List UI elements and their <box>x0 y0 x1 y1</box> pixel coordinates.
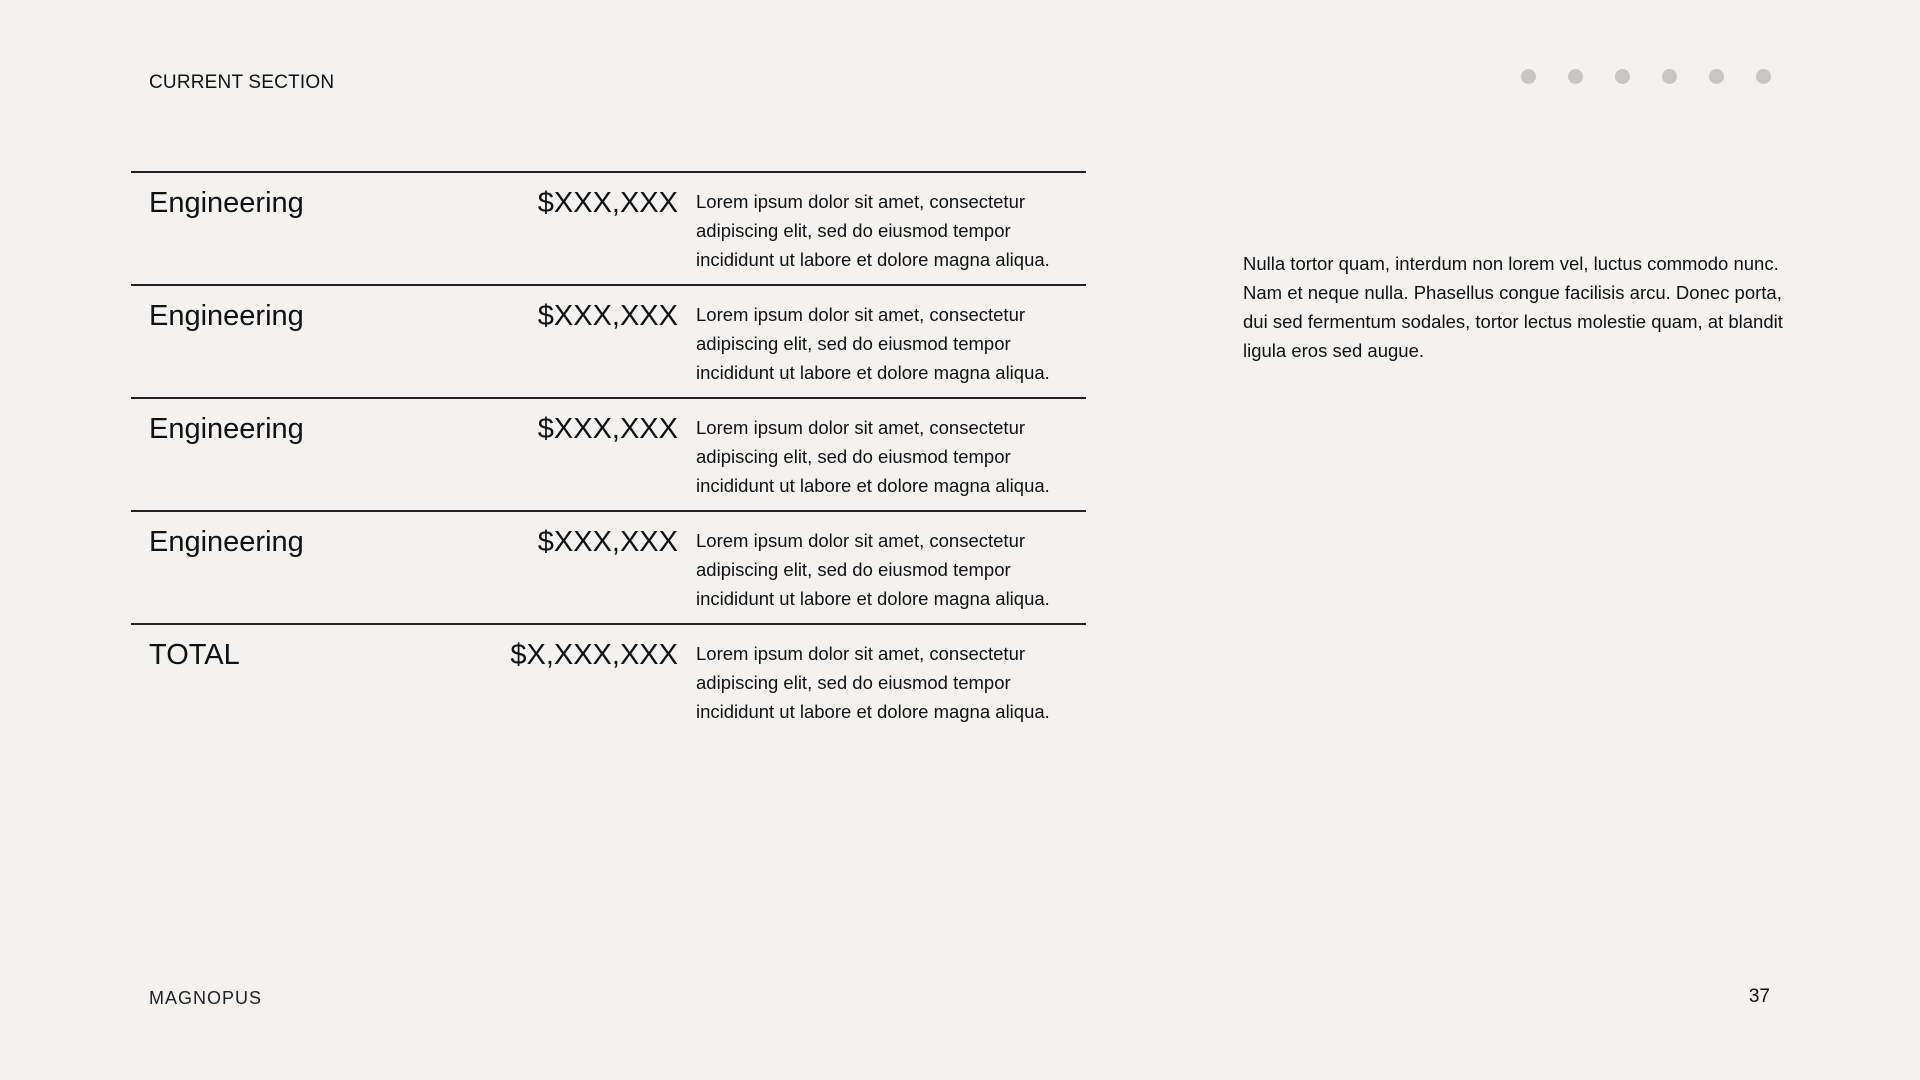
row-amount: $XXX,XXX <box>537 526 678 558</box>
total-amount: $X,XXX,XXX <box>510 639 678 671</box>
progress-dot[interactable] <box>1568 69 1583 84</box>
row-name: Engineering <box>149 526 304 558</box>
table-row-total <box>131 623 1086 745</box>
progress-dot[interactable] <box>1662 69 1677 84</box>
row-description: Lorem ipsum dolor sit amet, consectetur adipiscing elit, sed do eiusmod tempor incididunt ut labore et dolore magna aliqua. <box>696 304 1050 383</box>
row-description: Lorem ipsum dolor sit amet, consectetur adipiscing elit, sed do eiusmod tempor incididunt ut labore et dolore magna aliqua. <box>696 530 1050 609</box>
row-name: Engineering <box>149 413 304 445</box>
table-row <box>131 284 1086 397</box>
row-description: Lorem ipsum dolor sit amet, consectetur adipiscing elit, sed do eiusmod tempor incididunt ut labore et dolore magna aliqua. <box>696 643 1050 722</box>
budget-table <box>131 171 1086 745</box>
progress-dot[interactable] <box>1615 69 1630 84</box>
total-label: TOTAL <box>149 639 240 671</box>
table-row <box>131 397 1086 510</box>
progress-dot[interactable] <box>1521 69 1536 84</box>
magnopus-logo: MAGNOPUS <box>149 988 263 1008</box>
page-number: 37 <box>1748 986 1770 1007</box>
table-row <box>131 171 1086 284</box>
row-name: Engineering <box>149 300 304 332</box>
row-description: Lorem ipsum dolor sit amet, consectetur adipiscing elit, sed do eiusmod tempor incididunt ut labore et dolore magna aliqua. <box>696 191 1050 270</box>
row-description: Lorem ipsum dolor sit amet, consectetur adipiscing elit, sed do eiusmod tempor incididunt ut labore et dolore magna aliqua. <box>696 417 1050 496</box>
row-amount: $XXX,XXX <box>537 413 678 445</box>
row-amount: $XXX,XXX <box>537 300 678 332</box>
table-row <box>131 510 1086 623</box>
side-paragraph: Nulla tortor quam, interdum non lorem vel, luctus commodo nunc. Nam et neque nulla. Phasellus congue facilisis arcu. Donec porta, dui sed fermentum sodales, tortor lectus molestie quam, at blandit ligula eros sed augue. <box>1243 253 1783 361</box>
progress-dot[interactable] <box>1756 69 1771 84</box>
slide-progress-dots <box>1521 69 1771 84</box>
section-label: CURRENT SECTION <box>149 72 335 93</box>
progress-dot[interactable] <box>1709 69 1724 84</box>
row-amount: $XXX,XXX <box>537 187 678 219</box>
row-name: Engineering <box>149 187 304 219</box>
